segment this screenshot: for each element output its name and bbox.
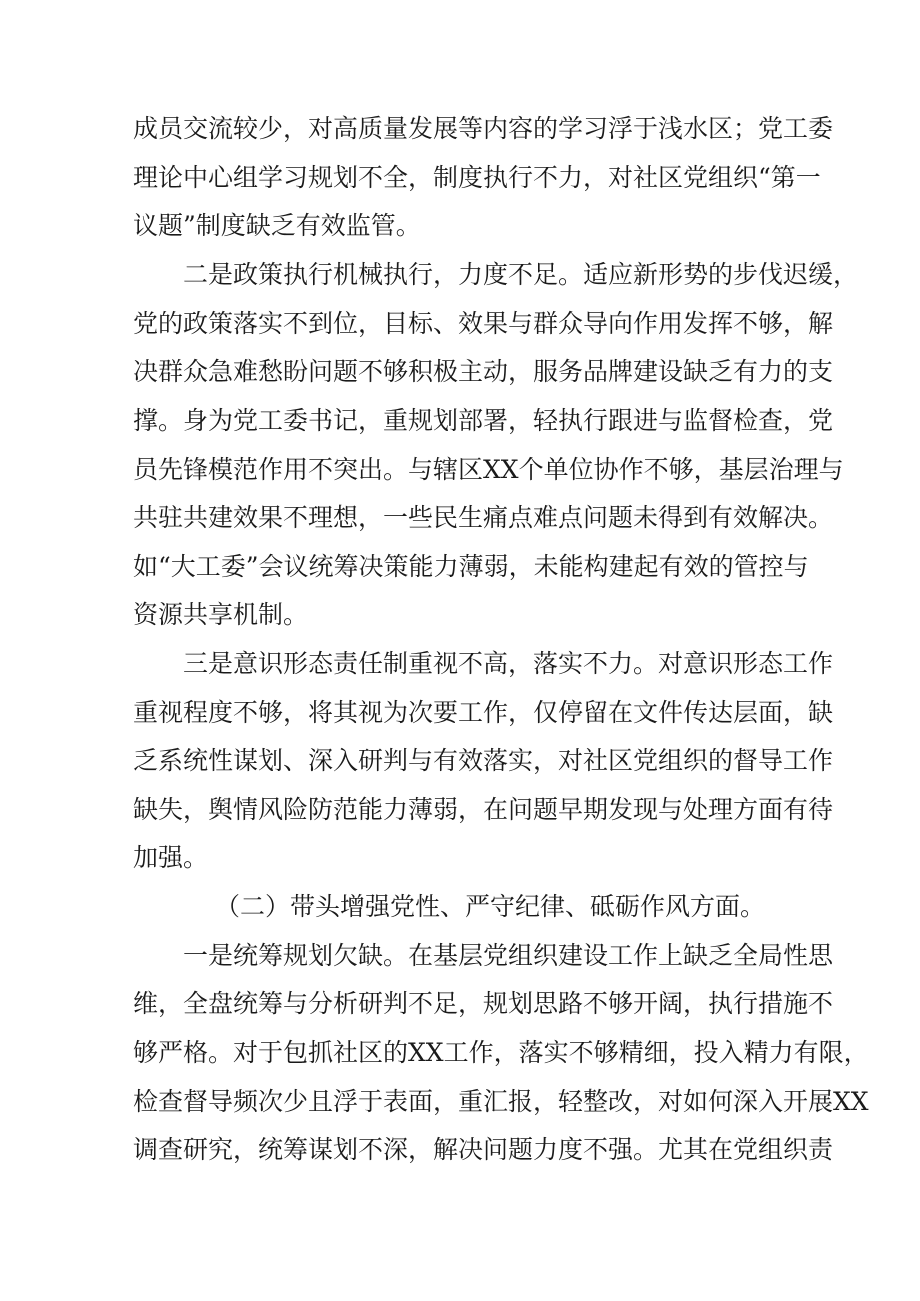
text-line: 维，全盘统筹与分析研判不足，规划思路不够开阔，执行措施不 [133, 989, 834, 1018]
section-heading: （二）带头增强党性、严守纪律、砥砺作风方面。 [215, 892, 766, 921]
text-line: 重视程度不够，将其视为次要工作，仅停留在文件传达层面，缺 [133, 698, 834, 727]
paragraph-start-line: 一是统筹规划欠缺。在基层党组织建设工作上缺乏全局性思 [183, 941, 834, 970]
text-line: 缺失，舆情风险防范能力薄弱，在问题早期发现与处理方面有待 [133, 795, 834, 824]
text-line: 员先锋模范作用不突出。与辖区XX个单位协作不够，基层治理与 [133, 455, 844, 484]
paragraph-start-line: 三是意识形态责任制重视不高，落实不力。对意识形态工作 [183, 649, 834, 678]
text-line: 议题”制度缺乏有效监管。 [133, 211, 421, 240]
text-line: 成员交流较少，对高质量发展等内容的学习浮于浅水区；党工委 [133, 114, 834, 143]
text-line: 调查研究，统筹谋划不深，解决问题力度不强。尤其在党组织责 [133, 1135, 834, 1164]
text-line: 理论中心组学习规划不全，制度执行不力，对社区党组织“第一 [133, 163, 821, 192]
text-line: 资源共享机制。 [133, 600, 309, 629]
text-line: 检查督导频次少且浮于表面，重汇报，轻整改，对如何深入开展XX [133, 1087, 869, 1116]
text-line: 决群众急难愁盼问题不够积极主动，服务品牌建设缺乏有力的支 [133, 357, 834, 386]
text-line: 如“大工委”会议统筹决策能力薄弱，未能构建起有效的管控与 [133, 552, 809, 581]
text-line: 乏系统性谋划、深入研判与有效落实，对社区党组织的督导工作 [133, 746, 834, 775]
text-line: 共驻共建效果不理想，一些民生痛点难点问题未得到有效解决。 [133, 503, 834, 532]
paragraph-start-line: 二是政策执行机械执行，力度不足。适应新形势的步伐迟缓， [183, 260, 859, 289]
text-line: 撑。身为党工委书记，重规划部署，轻执行跟进与监督检查，党 [133, 406, 834, 435]
text-line: 党的政策落实不到位，目标、效果与群众导向作用发挥不够，解 [133, 309, 834, 338]
text-line: 加强。 [133, 843, 209, 872]
text-line: 够严格。对于包抓社区的XX工作，落实不够精细，投入精力有限， [133, 1038, 869, 1067]
